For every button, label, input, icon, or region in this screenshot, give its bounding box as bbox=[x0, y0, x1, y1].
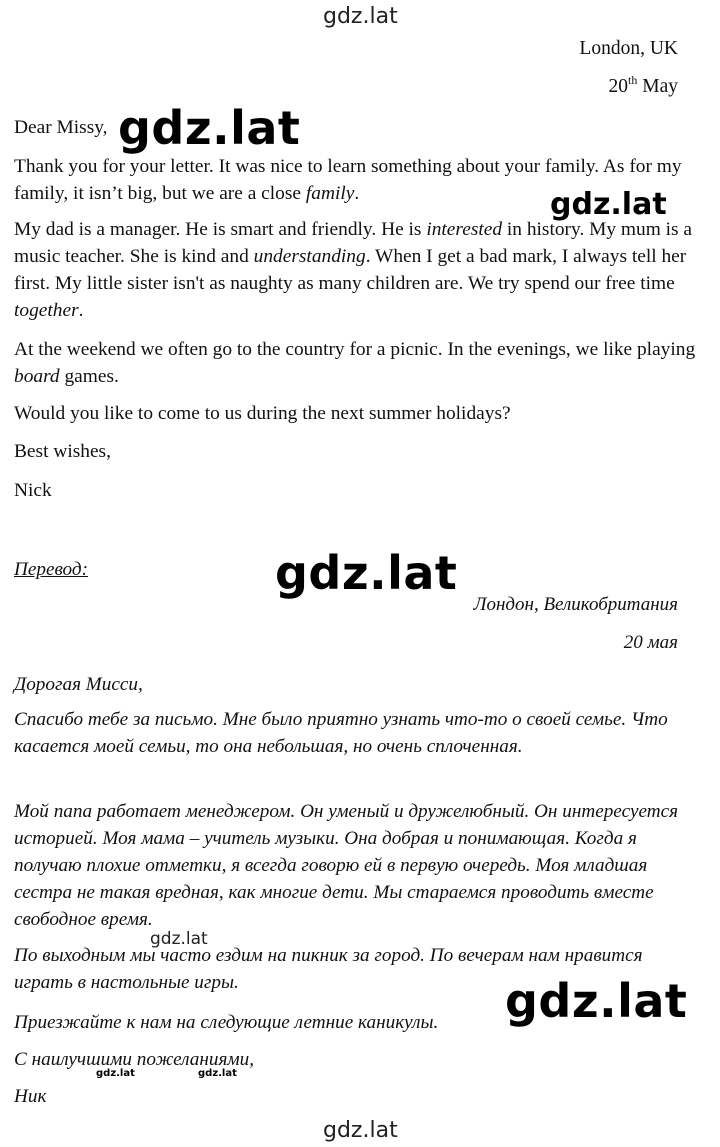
watermark-text: gdz.lat bbox=[198, 1068, 237, 1079]
translation-date: 20 мая bbox=[623, 632, 678, 653]
letter-signature: Nick bbox=[14, 480, 52, 501]
translation-heading: Перевод: bbox=[14, 559, 88, 580]
watermark-text: gdz.lat bbox=[323, 1118, 398, 1143]
letter-date: 20th May bbox=[608, 73, 678, 97]
translation-paragraph-2: Мой папа работает менеджером. Он уменый и дружелюбный. Он интересуется историей. Моя мама – учитель музыки. Она добрая и понимающая. Когда я получаю плохие отметки, я всегда говорю ей в первую очередь. Моя младшая сестра не такая вредная, как многие дети. Мы стараемся проводить вместе свободное время. bbox=[14, 801, 679, 930]
translation-signature: Ник bbox=[14, 1086, 47, 1107]
letter-paragraph-1: Thank you for your letter. It was nice to learn something about your family. As for my family, it isn’t big, but we are a close family. bbox=[14, 156, 682, 204]
translation-greeting: Дорогая Мисси, bbox=[14, 674, 143, 695]
letter-greeting: Dear Missy, bbox=[14, 117, 108, 138]
watermark-text: gdz.lat bbox=[118, 101, 301, 155]
watermark-text: gdz.lat bbox=[550, 187, 667, 222]
translation-paragraph-3: По выходным мы часто ездим на пикник за город. По вечерам нам нравится играть в настольные игры. bbox=[14, 945, 643, 993]
watermark-text: gdz.lat bbox=[150, 929, 208, 949]
translation-place: Лондон, Великобритания bbox=[473, 594, 678, 615]
letter-paragraph-2: My dad is a manager. He is smart and friendly. He is interested in history. My mum is a music teacher. She is kind and understanding. When I get a bad mark, I always tell her first. My little sister isn't as naughty as many children are. We try spend our free time together. bbox=[14, 219, 693, 321]
translation-paragraph-1: Спасибо тебе за письмо. Мне было приятно узнать что-то о своей семье. Что касается моей семьи, то она небольшая, но очень сплоченная. bbox=[14, 709, 668, 757]
letter-paragraph-3: At the weekend we often go to the country for a picnic. In the evenings, we like playing board games. bbox=[14, 339, 696, 387]
watermark-text: gdz.lat bbox=[505, 974, 688, 1028]
letter-paragraph-4: Would you like to come to us during the next summer holidays? bbox=[14, 403, 511, 424]
watermark-text: gdz.lat bbox=[323, 4, 398, 29]
translation-closing: С наилучшими пожеланиями, bbox=[14, 1049, 255, 1070]
translation-paragraph-4: Приезжайте к нам на следующие летние каникулы. bbox=[14, 1012, 439, 1033]
watermark-text: gdz.lat bbox=[96, 1068, 135, 1079]
letter-closing: Best wishes, bbox=[14, 441, 111, 462]
watermark-text: gdz.lat bbox=[275, 546, 458, 600]
letter-place: London, UK bbox=[579, 38, 678, 59]
